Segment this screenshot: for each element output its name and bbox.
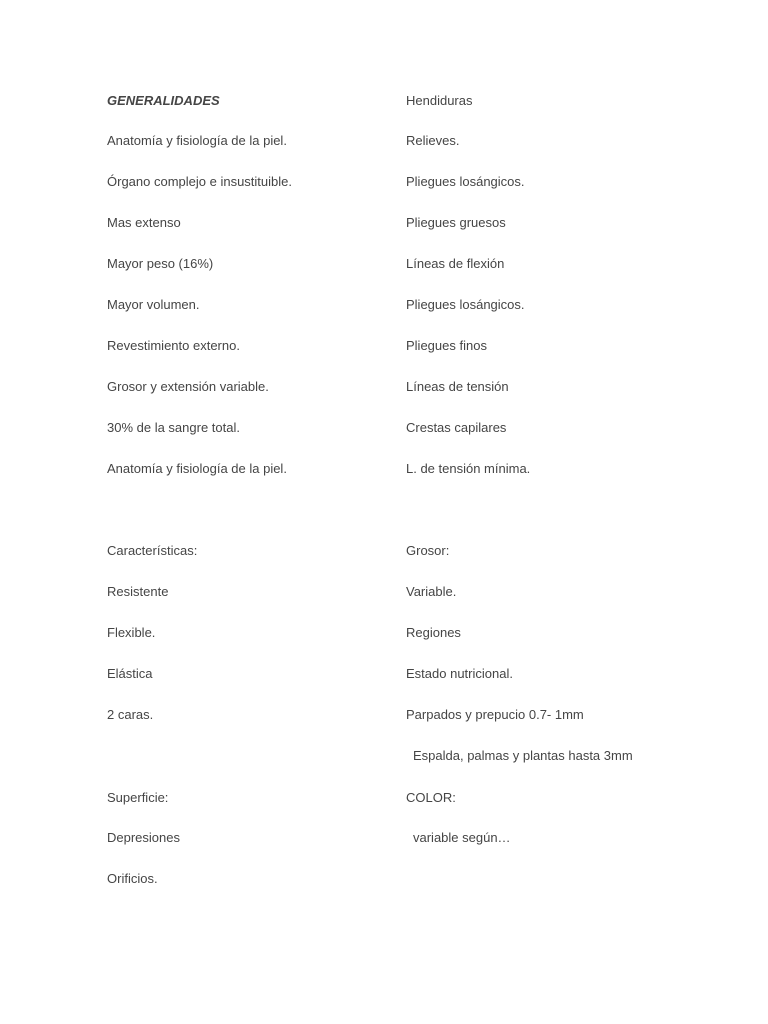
text-line: Mayor peso (16%) bbox=[107, 256, 214, 271]
section-heading-grosor: Grosor: bbox=[406, 543, 450, 558]
text-line: variable según… bbox=[413, 830, 511, 845]
text-line: 30% de la sangre total. bbox=[107, 420, 240, 435]
section-heading-caracteristicas: Características: bbox=[107, 543, 198, 558]
section-heading-generalidades: GENERALIDADES bbox=[107, 93, 220, 108]
text-line: Pliegues losángicos. bbox=[406, 297, 525, 312]
section-heading-color: COLOR: bbox=[406, 790, 456, 805]
text-line: Pliegues losángicos. bbox=[406, 174, 525, 189]
text-line: Depresiones bbox=[107, 830, 180, 845]
text-line: Mas extenso bbox=[107, 215, 181, 230]
text-line: Líneas de tensión bbox=[406, 379, 509, 394]
text-line: Líneas de flexión bbox=[406, 256, 505, 271]
text-line: Estado nutricional. bbox=[406, 666, 513, 681]
text-line: Revestimiento externo. bbox=[107, 338, 240, 353]
text-line: Relieves. bbox=[406, 133, 460, 148]
section-heading-superficie: Superficie: bbox=[107, 790, 169, 805]
text-line: Espalda, palmas y plantas hasta 3mm bbox=[413, 748, 633, 763]
text-line: Orificios. bbox=[107, 871, 158, 886]
text-line: 2 caras. bbox=[107, 707, 154, 722]
text-line: Regiones bbox=[406, 625, 461, 640]
text-line: Flexible. bbox=[107, 625, 156, 640]
text-line: Pliegues gruesos bbox=[406, 215, 506, 230]
text-line: Resistente bbox=[107, 584, 169, 599]
text-line: Órgano complejo e insustituible. bbox=[107, 174, 292, 189]
text-line: Anatomía y fisiología de la piel. bbox=[107, 133, 287, 148]
text-line: Parpados y prepucio 0.7- 1mm bbox=[406, 707, 584, 722]
text-line: Pliegues finos bbox=[406, 338, 487, 353]
text-line: Mayor volumen. bbox=[107, 297, 200, 312]
text-line: Elástica bbox=[107, 666, 153, 681]
text-line: Variable. bbox=[406, 584, 457, 599]
text-line: Hendiduras bbox=[406, 93, 473, 108]
text-line: L. de tensión mínima. bbox=[406, 461, 531, 476]
text-line: Grosor y extensión variable. bbox=[107, 379, 269, 394]
text-line: Anatomía y fisiología de la piel. bbox=[107, 461, 287, 476]
text-line: Crestas capilares bbox=[406, 420, 507, 435]
